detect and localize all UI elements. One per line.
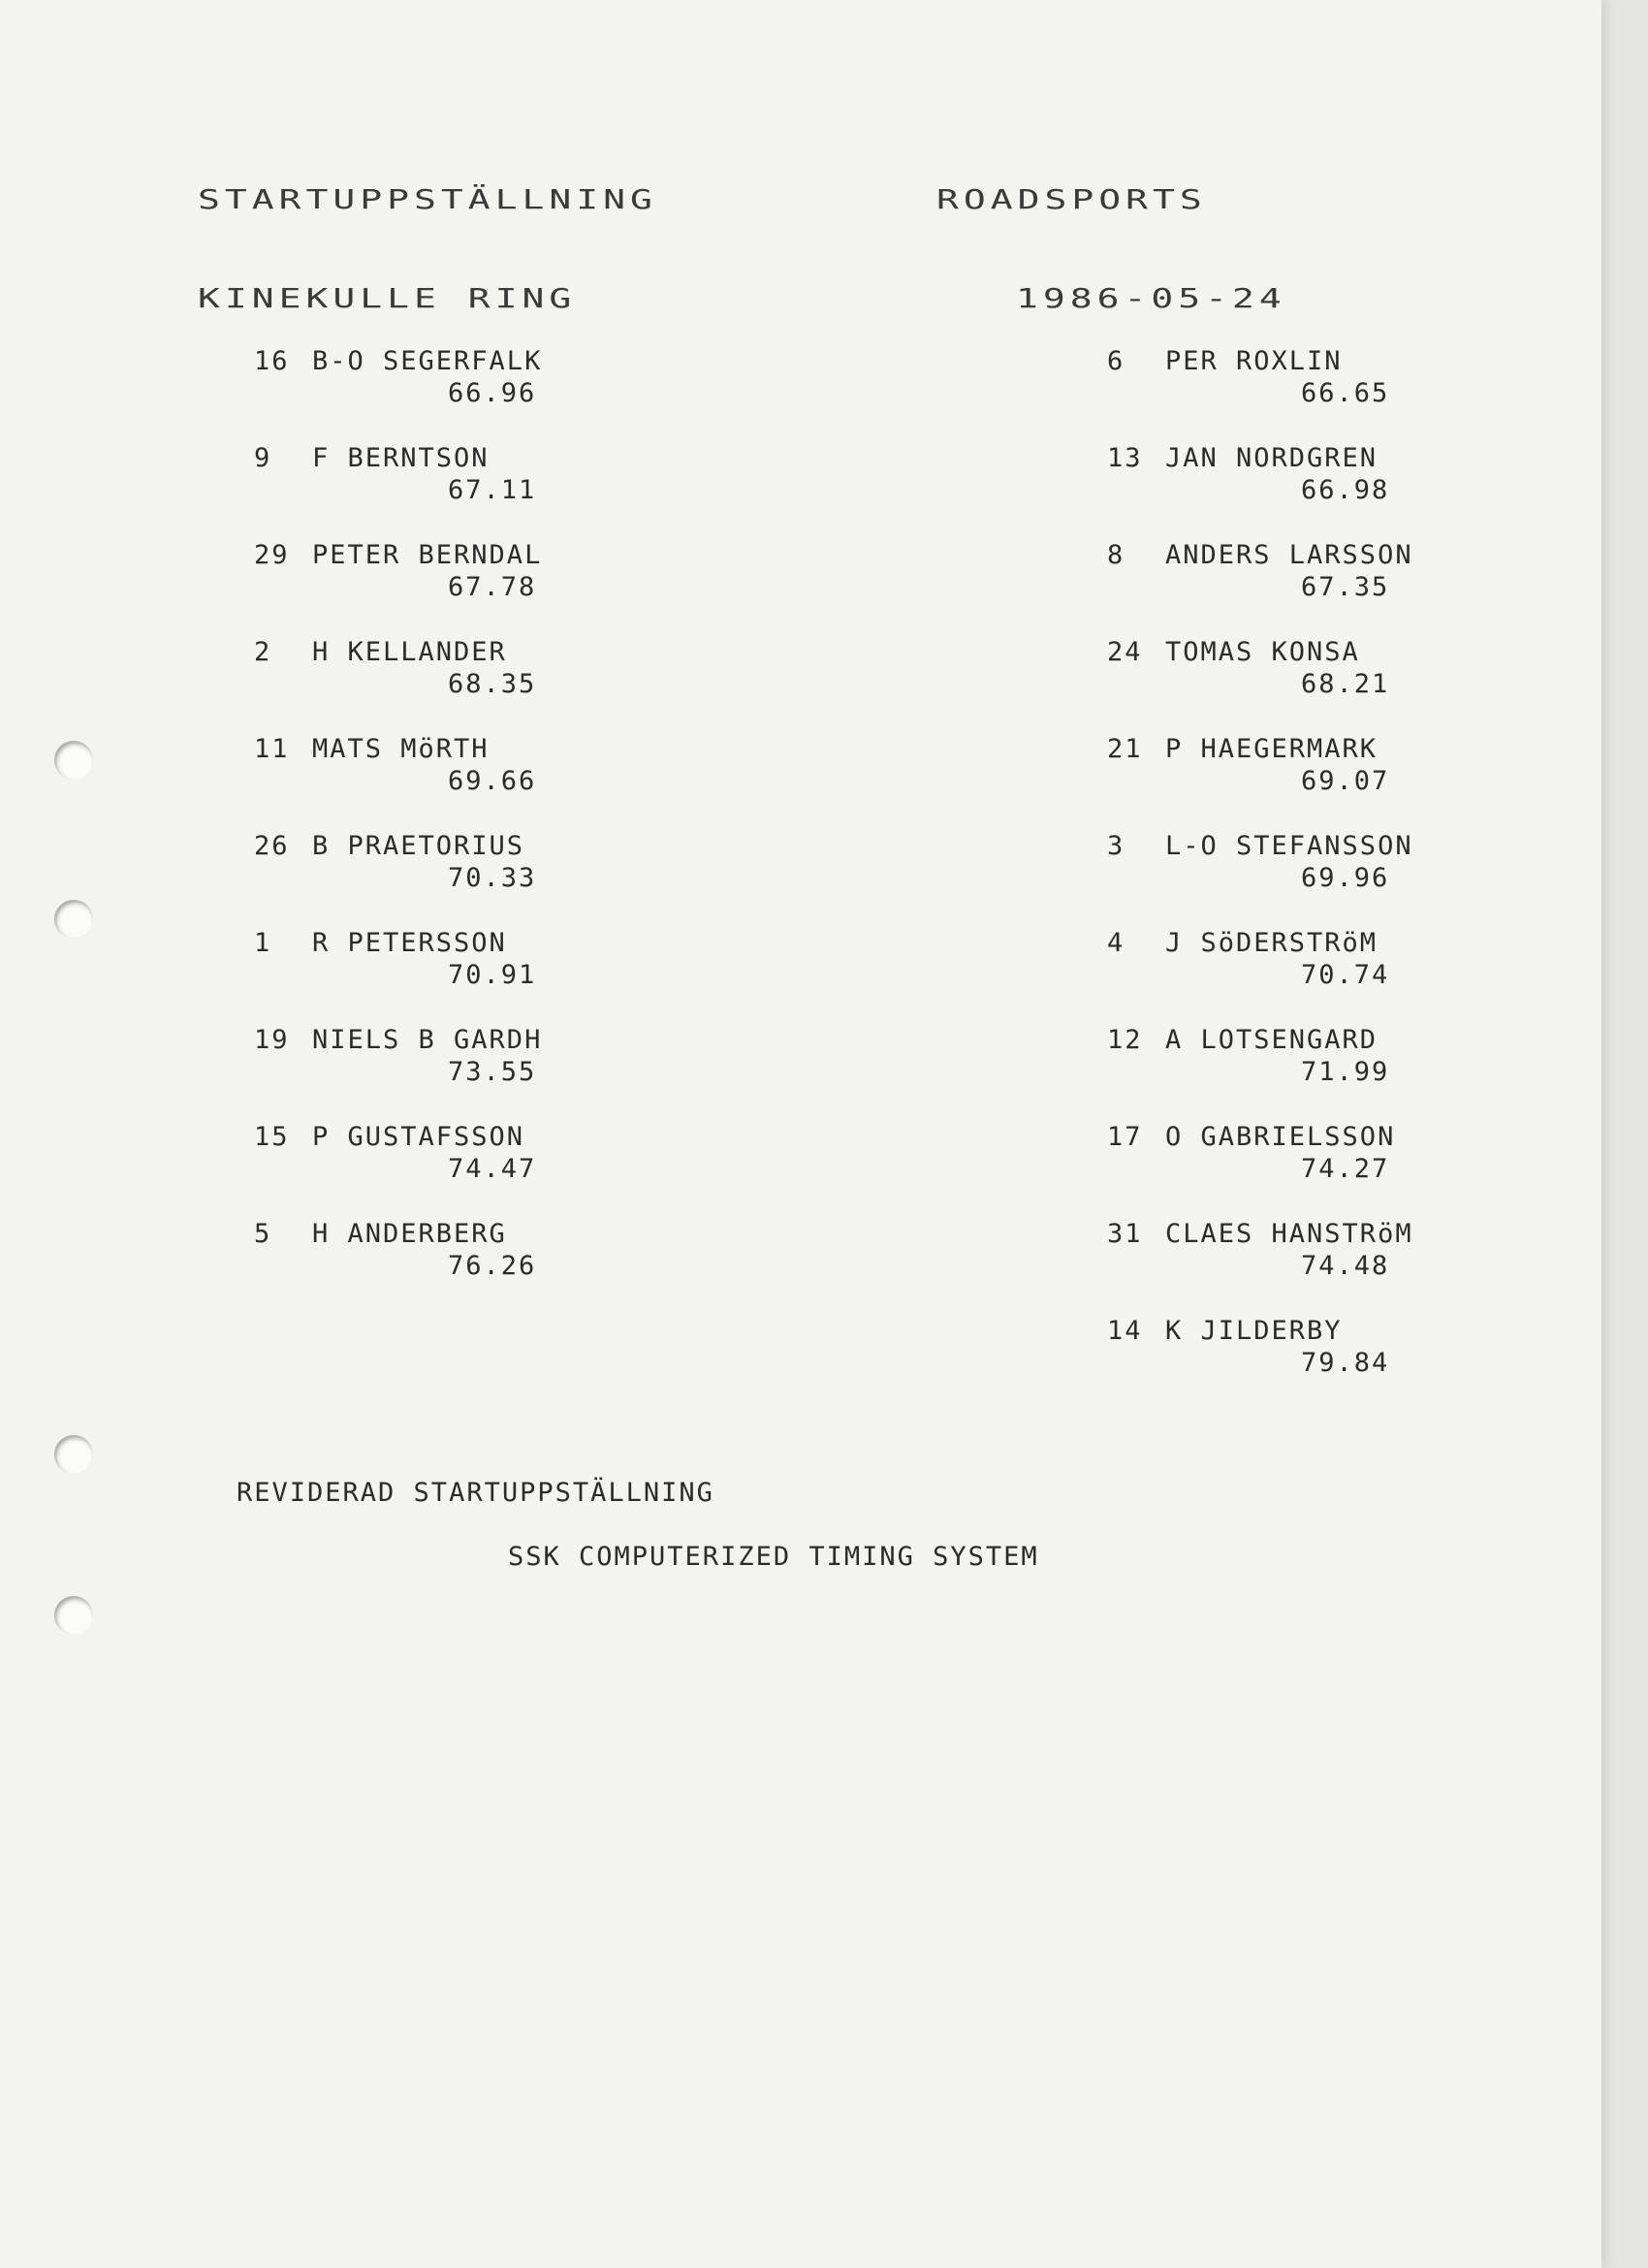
start-number: 16 <box>254 346 290 376</box>
lap-time: 73.55 <box>448 1057 537 1087</box>
driver-line <box>1107 345 1413 377</box>
driver-line <box>254 830 542 862</box>
start-entry <box>254 539 542 636</box>
driver-line <box>254 1024 542 1056</box>
left-start-column <box>254 345 542 1315</box>
lap-time: 70.74 <box>1301 960 1390 990</box>
start-entry <box>1107 442 1413 539</box>
driver-name: MATS MöRTH <box>312 734 490 764</box>
lap-time: 67.11 <box>448 475 537 505</box>
start-number: 9 <box>254 443 272 473</box>
lap-time: 67.78 <box>448 572 537 602</box>
driver-name: PER ROXLIN <box>1165 346 1343 376</box>
start-number: 4 <box>1107 928 1125 958</box>
start-number: 13 <box>1107 443 1143 473</box>
start-entry <box>1107 636 1413 733</box>
start-number: 15 <box>254 1122 290 1152</box>
start-number: 19 <box>254 1025 290 1055</box>
driver-name: P GUSTAFSSON <box>312 1122 525 1152</box>
start-number: 14 <box>1107 1316 1143 1346</box>
start-number: 17 <box>1107 1122 1143 1152</box>
venue-title: KINEKULLE RING <box>198 283 577 314</box>
driver-name: PETER BERNDAL <box>312 540 543 570</box>
driver-name: K JILDERBY <box>1165 1316 1343 1346</box>
start-entry <box>254 1024 542 1121</box>
driver-name: P HAEGERMARK <box>1165 734 1379 764</box>
start-entry <box>1107 1024 1413 1121</box>
driver-name: J SöDERSTRöM <box>1165 928 1379 958</box>
driver-line <box>1107 1121 1413 1153</box>
driver-line <box>1107 733 1413 765</box>
lap-time: 66.98 <box>1301 475 1390 505</box>
lap-time: 67.35 <box>1301 572 1390 602</box>
driver-name: TOMAS KONSA <box>1165 637 1360 667</box>
driver-name: JAN NORDGREN <box>1165 443 1379 473</box>
start-entry <box>1107 345 1413 442</box>
event-date: 1986-05-24 <box>1016 283 1286 314</box>
start-number: 2 <box>254 637 272 667</box>
driver-line <box>254 442 542 474</box>
driver-line <box>254 733 542 765</box>
driver-line <box>254 345 542 377</box>
start-entry <box>254 927 542 1024</box>
lap-time: 74.27 <box>1301 1154 1390 1184</box>
start-number: 3 <box>1107 831 1125 861</box>
right-start-column <box>1107 345 1413 1412</box>
start-entry <box>1107 1315 1413 1412</box>
lap-time: 69.07 <box>1301 766 1390 796</box>
driver-name: H KELLANDER <box>312 637 507 667</box>
driver-name: B PRAETORIUS <box>312 831 525 861</box>
start-entry <box>1107 733 1413 830</box>
driver-name: R PETERSSON <box>312 928 507 958</box>
start-entry <box>254 442 542 539</box>
driver-line <box>254 1218 542 1250</box>
start-number: 12 <box>1107 1025 1143 1055</box>
lap-time: 76.26 <box>448 1251 537 1281</box>
lap-time: 68.35 <box>448 669 537 699</box>
start-number: 5 <box>254 1219 272 1249</box>
punch-hole <box>54 741 93 780</box>
driver-line <box>1107 1218 1413 1250</box>
start-number: 21 <box>1107 734 1143 764</box>
start-entry <box>254 733 542 830</box>
start-entry <box>1107 927 1413 1024</box>
lap-time: 74.47 <box>448 1154 537 1184</box>
driver-name: H ANDERBERG <box>312 1219 507 1249</box>
start-number: 6 <box>1107 346 1125 376</box>
driver-line <box>254 1121 542 1153</box>
start-entry <box>254 636 542 733</box>
start-number: 11 <box>254 734 290 764</box>
lap-time: 69.66 <box>448 766 537 796</box>
start-entry <box>254 1218 542 1315</box>
start-entry <box>254 345 542 442</box>
start-entry <box>254 1121 542 1218</box>
lap-time: 71.99 <box>1301 1057 1390 1087</box>
driver-line <box>1107 830 1413 862</box>
driver-name: B-O SEGERFALK <box>312 346 543 376</box>
lap-time: 70.33 <box>448 863 537 893</box>
start-entry <box>1107 830 1413 927</box>
start-number: 29 <box>254 540 290 570</box>
start-entry <box>1107 1121 1413 1218</box>
lap-time: 68.21 <box>1301 669 1390 699</box>
driver-name: L-O STEFANSSON <box>1165 831 1413 861</box>
driver-line <box>254 636 542 668</box>
punch-hole <box>54 1435 93 1474</box>
lap-time: 74.48 <box>1301 1251 1390 1281</box>
driver-name: NIELS B GARDH <box>312 1025 543 1055</box>
punch-hole <box>54 1596 93 1635</box>
driver-name: O GABRIELSSON <box>1165 1122 1396 1152</box>
driver-name: ANDERS LARSSON <box>1165 540 1413 570</box>
start-entry <box>1107 1218 1413 1315</box>
driver-line <box>254 927 542 959</box>
series-title: ROADSPORTS <box>936 184 1207 215</box>
lap-time: 69.96 <box>1301 863 1390 893</box>
driver-line <box>1107 1315 1413 1347</box>
start-number: 31 <box>1107 1219 1143 1249</box>
revised-note: REVIDERAD STARTUPPSTÄLLNING <box>237 1478 714 1508</box>
lap-time: 66.65 <box>1301 378 1390 408</box>
driver-line <box>1107 636 1413 668</box>
lap-time: 70.91 <box>448 960 537 990</box>
timing-system-label: SSK COMPUTERIZED TIMING SYSTEM <box>508 1542 1039 1572</box>
start-number: 1 <box>254 928 272 958</box>
driver-name: A LOTSENGARD <box>1165 1025 1379 1055</box>
driver-line <box>1107 927 1413 959</box>
lap-time: 66.96 <box>448 378 537 408</box>
driver-name: F BERNTSON <box>312 443 490 473</box>
start-number: 8 <box>1107 540 1125 570</box>
driver-line <box>1107 442 1413 474</box>
lap-time: 79.84 <box>1301 1348 1390 1378</box>
driver-name: CLAES HANSTRöM <box>1165 1219 1413 1249</box>
driver-line <box>254 539 542 571</box>
start-entry <box>254 830 542 927</box>
start-entry <box>1107 539 1413 636</box>
start-number: 26 <box>254 831 290 861</box>
driver-line <box>1107 539 1413 571</box>
punch-hole <box>54 900 93 939</box>
document-title: STARTUPPSTÄLLNING <box>198 184 657 215</box>
start-number: 24 <box>1107 637 1143 667</box>
driver-line <box>1107 1024 1413 1056</box>
